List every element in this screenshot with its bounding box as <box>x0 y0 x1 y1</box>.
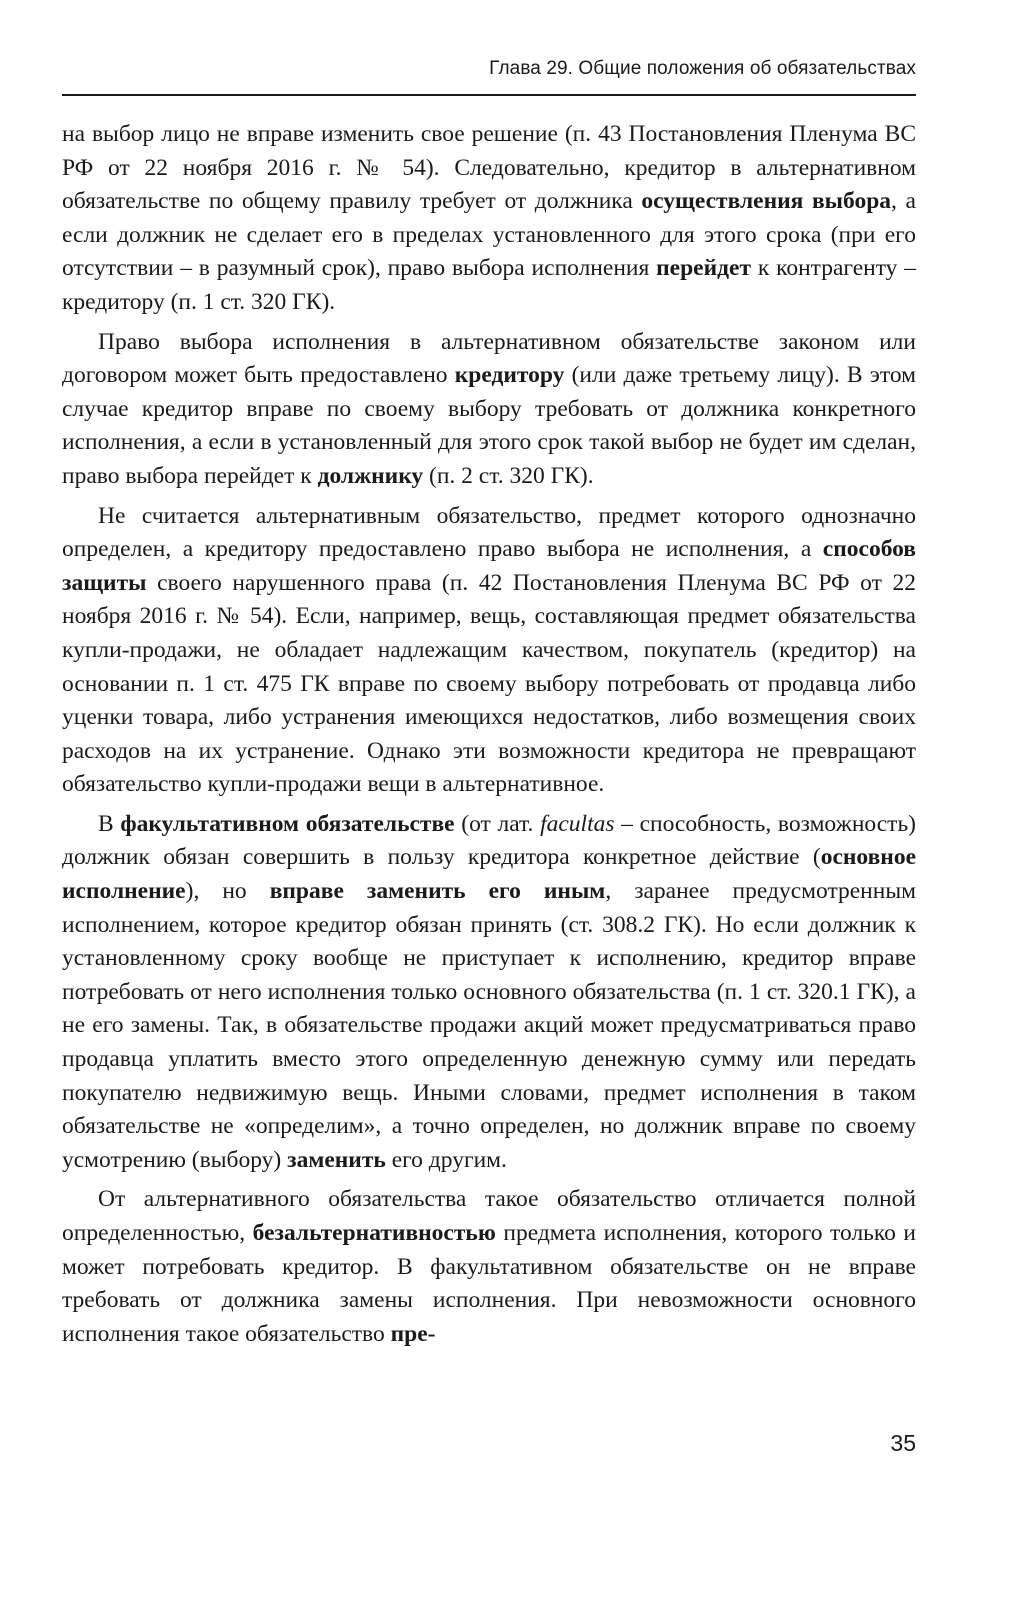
text-run: его другим. <box>385 1146 507 1173</box>
text-run: , а если должник не сделает его в пределах установленного для этого срока (при его отсутствии – в разумный срок), право выбора исполнения <box>62 188 916 282</box>
text-run: , заранее предусмотренным исполнением, которое кредитор обязан принять (ст. 308.2 ГК). Но если должник к установленному сроку вообще не приступает к исполнению, кредитор вправе потребовать от него исполнения только основного обязательства (п. 1 ст. 320.1 ГК), а не его замены. Так, в обязательстве продажи акций может предусматриваться право продавца уплатить вместо этого определенную денежную сумму или передать покупателю недвижимую вещь. Иными словами, предмет исполнения в таком обязательстве не «определим», а точно определен, но должник вправе по своему усмотрению (выбору) <box>62 878 916 1173</box>
bold-term: пре- <box>390 1320 436 1347</box>
italic-term: facultas <box>540 810 615 837</box>
paragraph <box>62 326 916 494</box>
text-run: на выбор лицо не вправе изменить свое решение (п. 43 Постановления Пленума ВС РФ от 22 ноября 2016 г. № 54). Следовательно, кредитор в альтернативном обязательстве по общему правилу требует от должника <box>62 121 916 215</box>
text-run: (от лат. <box>454 810 541 837</box>
text-run: От альтернативного обязательства такое обязательство отличается полной определенностью, <box>62 1186 916 1246</box>
bold-term: перейдет <box>656 255 751 282</box>
paragraph <box>62 500 916 802</box>
text-run: предмета исполнения, которого только и может потребовать кредитор. В факультативном обязательстве он не вправе требовать от должника замены исполнения. При невозможности основного исполнения такое обязательство <box>62 1220 917 1347</box>
text-run: Право выбора исполнения в альтернативном обязательстве законом или договором может быть предоставлено <box>62 328 916 389</box>
bold-term: безальтернативностью <box>252 1220 496 1246</box>
text-run: к контрагенту – кредитору (п. 1 ст. 320 ГК). <box>62 255 917 315</box>
text-run: ), но <box>185 878 270 905</box>
running-header <box>62 58 916 96</box>
bold-term: кредитору <box>454 362 565 389</box>
paragraph <box>62 118 916 320</box>
text-run: (или даже третьему лицу). В этом случае кредитор вправе по своему выбору требовать от должника конкретного исполнения, а если в установленный для этого срок такой выбор не будет им сделан, право выбора перейдет к <box>62 362 916 489</box>
paragraph <box>62 1183 916 1351</box>
running-title: Глава 29. Общие положения об обязательствах <box>489 58 916 79</box>
body-text <box>62 118 916 1351</box>
page-number: 35 <box>890 1430 916 1456</box>
text-run: (п. 2 ст. 320 ГК). <box>423 462 594 489</box>
bold-term: вправе заменить его иным <box>269 878 606 905</box>
bold-term: заменить <box>287 1146 386 1173</box>
paragraph <box>62 808 916 1178</box>
bold-term: осуществления выбора <box>641 188 892 215</box>
bold-term: способов защиты <box>62 536 916 596</box>
text-run: – способность, возможность) должник обязан совершить в пользу кредитора конкретное действие ( <box>62 810 916 871</box>
text-run: Не считается альтернативным обязательство, предмет которого однозначно определен, а кредитору предоставлено право выбора не исполнения, а <box>62 502 916 563</box>
bold-term: факультативном обязательстве <box>120 810 455 837</box>
text-run: своего нарушенного права (п. 42 Постановления Пленума ВС РФ от 22 ноября 2016 г. № 54). Если, например, вещь, составляющая предмет обязательства купли-продажи, не обладает надлежащим качеством, покупатель (кредитор) на основании п. 1 ст. 475 ГК вправе по своему выбору потребовать от продавца либо уценки товара, либо устранения имеющихся недостатков, либо возмещения своих расходов на их устранение. Однако эти возможности кредитора не превращают обязательство купли-продажи вещи в альтернативное. <box>62 569 916 798</box>
bold-term: основное исполнение <box>62 844 916 905</box>
bold-term: должнику <box>317 462 424 489</box>
text-run: В <box>98 810 121 837</box>
